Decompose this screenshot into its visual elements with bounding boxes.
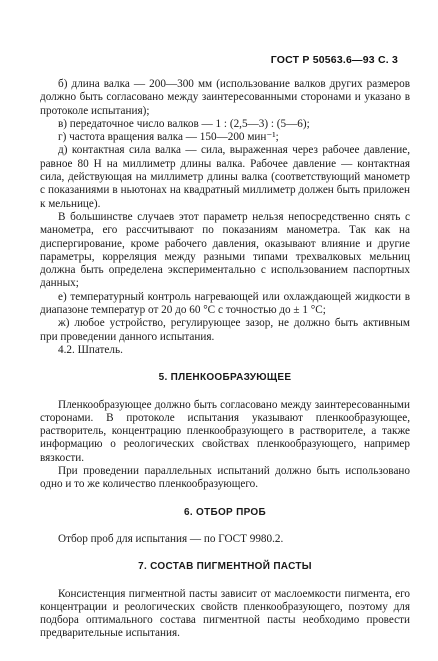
list-item-d-note: В большинстве случаев этот параметр нельзя непосредственно снять с манометра, его рассчитывают по показаниям манометра. Так как на диспергирование, кроме рабочего давления, оказывают влияние и другие параметры, корреляция между разными типами трехвалковых мельниц должна быть определена экспериментально с использованием паспортных данных; [40,210,410,290]
section-6-paragraph-1: Отбор проб для испытания — по ГОСТ 9980.2. [58,532,284,545]
list-item-v: в) передаточное число валков — 1 : (2,5—3) : (5—6); [58,117,310,130]
section-5-paragraph-1: Пленкообразующее должно быть согласовано между заинтересованными сторонами. В протоколе испытания указывают пленкообразующее, растворитель, концентрацию пленкообразующего в растворителе, а также информацию о реологических свойствах пленкообразующего, например вязкости. [40,398,410,464]
clause-4-2: 4.2. Шпатель. [58,343,123,356]
section-heading-5: 5. ПЛЕНКООБРАЗУЮЩЕЕ [158,372,292,384]
list-item-g: г) частота вращения валка — 150—200 мин⁻¹; [58,131,279,144]
list-item-e: е) температурный контроль нагревающей или охлаждающей жидкости в диапазоне температур от 20 до 60 °С с точностью до ± 1 °С; [40,290,410,317]
section-heading-6: 6. ОТБОР ПРОБ [183,506,266,518]
document-body [40,78,410,641]
list-item-zh: ж) любое устройство, регулирующее зазор, не должно быть активным при проведении данного испытания. [40,317,410,343]
running-header: ГОСТ Р 50563.6—93 С. 3 [270,54,398,66]
section-5-paragraph-2: При проведении параллельных испытаний должно быть использовано одно и то же количество пленкообразующего. [40,465,410,491]
section-heading-7: 7. СОСТАВ ПИГМЕНТНОЙ ПАСТЫ [138,561,312,573]
list-item-d: д) контактная сила валка — сила, выраженная через рабочее давление, равное 80 Н на миллиметр длины валка. Рабочее давление — контактная сила, действующая на миллиметр длины валка (соответствующий манометр с показаниями в ньютонах на квадратный миллиметр должен быть приложен к мельнице). [40,144,410,210]
list-item-b: б) длина валка — 200—300 мм (использование валков других размеров должно быть согласовано между заинтересованными сторонами и указано в протоколе испытания); [40,78,410,117]
section-7-paragraph-1: Консистенция пигментной пасты зависит от маслоемкости пигмента, его концентрации и реологических свойств пленкообразующего, поэтому для подбора оптимального состава пигментной пасты необходимо провести предварительные испытания. [40,587,410,640]
